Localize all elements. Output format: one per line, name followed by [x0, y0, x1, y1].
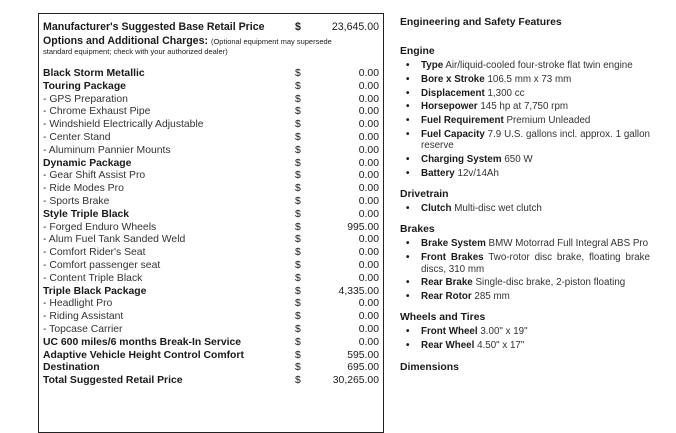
price-row-label: Triple Black Package [43, 285, 147, 297]
price-row-label: - Headlight Pro [43, 298, 113, 310]
spec-value: Air/liquid-cooled four-stroke flat twin engine [445, 60, 633, 71]
dollar-sign: $ [295, 106, 301, 118]
price-row-label: - Comfort Rider's Seat [43, 247, 146, 259]
spec-key: Front Wheel [421, 326, 478, 338]
price-row-amount: 0.00 [358, 80, 379, 92]
price-row [43, 68, 383, 81]
price-row [43, 183, 383, 196]
spec-key: Type [421, 60, 444, 71]
dollar-sign: $ [295, 375, 301, 387]
dollar-sign: $ [295, 221, 301, 233]
dollar-sign: $ [295, 131, 301, 143]
spec-key: Clutch [421, 203, 452, 215]
price-row-amount: 0.00 [358, 144, 379, 156]
price-row-label: - Riding Assistant [43, 311, 124, 323]
price-row [43, 196, 383, 209]
price-row-amount: 0.00 [358, 106, 379, 118]
spec-item [400, 277, 650, 288]
spec-value: Multi-disc wet clutch [454, 203, 542, 215]
price-row-amount: 0.00 [358, 272, 379, 284]
spec-value: 4.50" x 17" [477, 340, 525, 352]
spec-list [400, 326, 650, 351]
price-row-amount: 0.00 [358, 195, 379, 207]
price-sheet-box [38, 13, 384, 433]
spec-key: Displacement [421, 87, 485, 99]
spec-section-heading: Dimensions [400, 361, 459, 373]
price-row [43, 260, 383, 273]
price-row-label: Style Triple Black [43, 208, 130, 220]
spec-key: Rear Rotor [421, 291, 472, 303]
price-row-label: - Windshield Electrically Adjustable [43, 119, 204, 131]
price-row-label: Adaptive Vehicle Height Control Comfort [43, 349, 244, 361]
spec-key: Front Brakes [421, 252, 484, 264]
price-row-amount: 0.00 [358, 68, 379, 79]
price-row-amount: 0.00 [358, 259, 379, 271]
spec-key: Rear Brake [421, 277, 473, 289]
price-row [43, 337, 383, 350]
dollar-sign: $ [295, 234, 301, 246]
price-row [43, 273, 383, 286]
spec-value: BMW Motorrad Full Integral ABS Pro [488, 238, 649, 250]
price-row [43, 119, 383, 132]
spec-key: Brake System [421, 238, 486, 250]
spec-value: 106.5 mm x 73 mm [487, 73, 572, 85]
spec-item [400, 74, 650, 85]
price-row [43, 158, 383, 171]
price-row-amount: 0.00 [358, 234, 379, 246]
dollar-sign: $ [295, 311, 301, 323]
spec-section-heading: Brakes [400, 224, 435, 236]
specs-column [400, 17, 650, 376]
price-row-label: Dynamic Package [43, 157, 132, 169]
price-row-amount: 0.00 [358, 183, 379, 195]
dollar-sign: $ [295, 208, 301, 220]
options-note: (Optional equipment may supersede [210, 37, 332, 46]
price-row-amount: 0.00 [358, 119, 379, 131]
price-row-amount: 995.00 [347, 221, 379, 233]
price-row-label: Destination [43, 362, 100, 374]
dollar-sign: $ [295, 195, 301, 207]
dollar-sign: $ [295, 247, 301, 259]
price-row [43, 132, 383, 145]
price-row-label: UC 600 miles/6 months Break-In Service [43, 336, 242, 348]
option-rows [43, 68, 383, 388]
price-row [43, 350, 383, 363]
price-row-label: Total Suggested Retail Price [43, 375, 183, 387]
price-row-amount: 0.00 [358, 170, 379, 182]
spec-value: Single-disc brake, 2-piston floating [475, 277, 626, 289]
spec-item [400, 291, 650, 302]
dollar-sign: $ [295, 80, 301, 92]
price-row-label: Touring Package [43, 80, 126, 92]
price-row [43, 286, 383, 299]
dollar-sign: $ [295, 157, 301, 169]
dollar-sign: $ [295, 170, 301, 182]
dollar-sign: $ [295, 259, 301, 271]
spec-item [400, 168, 650, 179]
spec-list [400, 60, 650, 179]
price-row-amount: 0.00 [358, 298, 379, 310]
price-row [43, 324, 383, 337]
spec-item [400, 115, 650, 126]
spec-key: Fuel Capacity [421, 128, 485, 140]
spec-item [400, 101, 650, 112]
dollar-sign: $ [295, 323, 301, 335]
price-row-amount: 695.00 [347, 362, 379, 374]
options-heading-row [43, 35, 383, 47]
price-row-label: - GPS Preparation [43, 93, 128, 105]
spec-key: Fuel Requirement [421, 115, 504, 127]
price-row-label: - Center Stand [43, 131, 111, 143]
price-row [43, 362, 383, 375]
spec-item [400, 203, 650, 214]
price-row-amount: 0.00 [358, 247, 379, 259]
options-heading: Options and Additional Charges: [43, 35, 208, 47]
price-row [43, 375, 383, 388]
price-row-amount: 4,335.00 [338, 285, 379, 297]
spec-list [400, 238, 650, 302]
dollar-sign: $ [295, 336, 301, 348]
dollar-sign: $ [295, 68, 301, 79]
price-row-amount: 0.00 [358, 93, 379, 105]
dollar-sign: $ [295, 362, 301, 374]
spec-section-heading: Engine [400, 46, 435, 57]
spec-sections [400, 46, 650, 373]
spec-item [400, 238, 650, 249]
price-row-amount: 0.00 [358, 336, 379, 348]
spec-key: Battery [421, 167, 455, 179]
price-row-label: - Alum Fuel Tank Sanded Weld [43, 234, 186, 246]
price-row-label: - Aluminum Pannier Mounts [43, 144, 171, 156]
price-row [43, 311, 383, 324]
price-row-amount: 0.00 [358, 157, 379, 169]
specs-title: Engineering and Safety Features [400, 17, 562, 28]
dollar-sign: $ [295, 285, 301, 297]
spec-item [400, 252, 650, 275]
price-row-label: - Content Triple Black [43, 272, 143, 284]
price-row [43, 170, 383, 183]
price-row [43, 247, 383, 260]
price-row-label: - Forged Enduro Wheels [43, 221, 157, 233]
options-note-continued: standard equipment; check with your authorized dealer) [43, 47, 228, 56]
spec-value: 145 hp at 7,750 rpm [480, 101, 569, 113]
price-row [43, 298, 383, 311]
price-row-label: - Sports Brake [43, 195, 110, 207]
price-row [43, 234, 383, 247]
dollar-sign: $ [295, 119, 301, 131]
spec-value: 7.9 U.S. gallons incl. approx. 1 gallon reserve [421, 128, 650, 152]
dollar-sign: $ [295, 272, 301, 284]
spec-key: Bore x Stroke [421, 73, 485, 85]
spacer [43, 61, 383, 68]
spec-item [400, 340, 650, 351]
dollar-sign: $ [295, 183, 301, 195]
price-row-amount: 0.00 [358, 323, 379, 335]
spec-value: Premium Unleaded [506, 115, 591, 127]
spec-item [400, 88, 650, 99]
base-price-label: Manufacturer's Suggested Base Retail Price [43, 21, 265, 33]
base-price-amount: 23,645.00 [331, 21, 379, 33]
dollar-sign: $ [295, 93, 301, 105]
price-row-label: - Topcase Carrier [43, 323, 123, 335]
price-row [43, 222, 383, 235]
spec-section-heading: Wheels and Tires [400, 312, 486, 324]
dollar-sign: $ [295, 144, 301, 156]
dollar-sign: $ [295, 298, 301, 310]
price-row-amount: 0.00 [358, 131, 379, 143]
price-row-amount: 595.00 [347, 349, 379, 361]
price-row [43, 106, 383, 119]
spec-value: 650 W [504, 154, 533, 166]
spec-value: 3.00" x 19" [480, 326, 528, 338]
spec-item [400, 154, 650, 165]
price-row-amount: 0.00 [358, 311, 379, 323]
spec-value: Two-rotor disc brake, floating brake discs, 310 mm [421, 252, 651, 275]
spec-key: Horsepower [421, 101, 478, 113]
price-row-amount: 30,265.00 [332, 375, 379, 387]
dollar-sign: $ [295, 349, 301, 361]
spec-key: Charging System [421, 154, 502, 166]
spec-value: 12v/14Ah [457, 167, 499, 179]
spec-item [400, 326, 650, 337]
price-row-label: - Ride Modes Pro [43, 183, 124, 195]
spec-item [400, 129, 650, 152]
spec-item [400, 60, 650, 71]
spec-value: 1,300 cc [487, 87, 525, 99]
spec-section-heading: Drivetrain [400, 189, 449, 201]
spec-key: Rear Wheel [421, 340, 475, 352]
dollar-sign: $ [295, 21, 301, 33]
price-row-label: Black Storm Metallic [43, 68, 145, 79]
spec-list [400, 203, 650, 214]
base-price-row [43, 21, 383, 34]
price-row [43, 209, 383, 222]
price-row [43, 81, 383, 94]
spec-value: 285 mm [474, 291, 510, 303]
price-row-label: - Chrome Exhaust Pipe [43, 106, 151, 118]
price-row [43, 94, 383, 107]
price-row-label: - Comfort passenger seat [43, 259, 161, 271]
price-row-amount: 0.00 [358, 208, 379, 220]
price-row [43, 145, 383, 158]
price-row-label: - Gear Shift Assist Pro [43, 170, 146, 182]
